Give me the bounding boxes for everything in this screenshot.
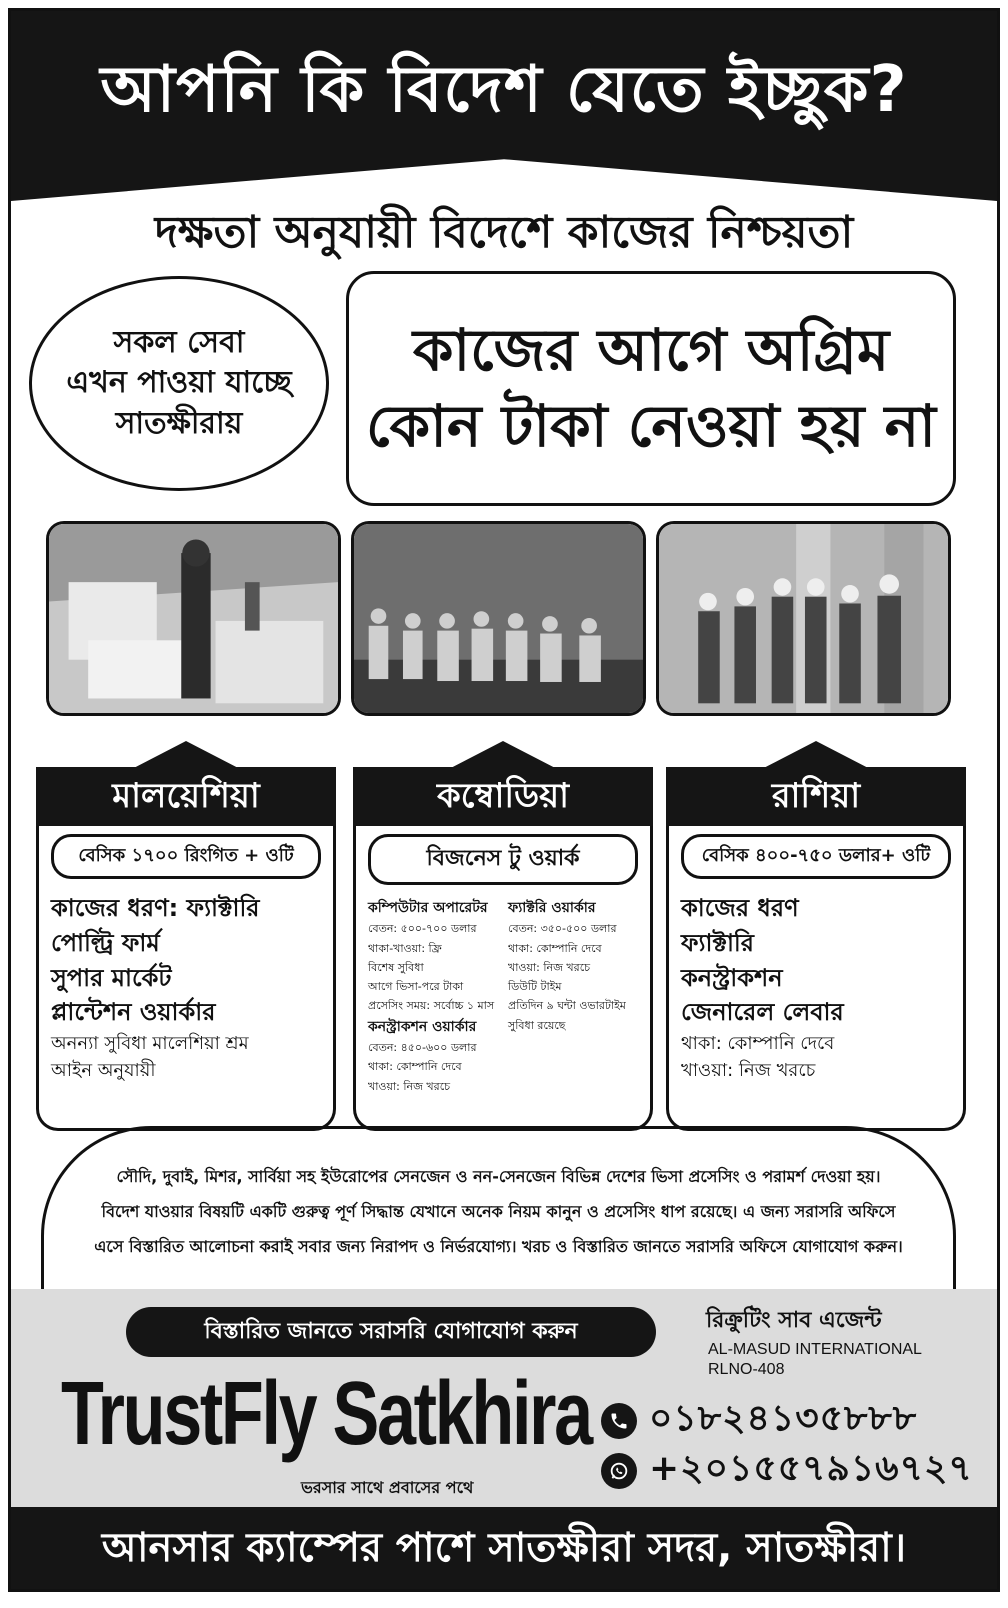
headline: আপনি কি বিদেশ যেতে ইচ্ছুক? <box>100 53 908 127</box>
site-team-photo <box>656 521 951 716</box>
no-advance-box <box>346 271 956 506</box>
detail-line: বেতন: ৫০০-৭০০ ডলার <box>368 922 477 936</box>
detail-line: সুবিধা রয়েছে <box>508 1018 566 1032</box>
job-line: ফ্যাক্টারি <box>681 928 754 957</box>
detail-line: আগে ভিসা-পরে টাকা <box>368 980 464 994</box>
note-line: আইন অনুযায়ী <box>51 1060 156 1082</box>
contact-section <box>11 1289 997 1507</box>
job-line: সুপার মার্কেট <box>51 963 172 992</box>
job-line: কাজের ধরণ <box>681 894 799 922</box>
office-address: আনসার ক্যাম্পের পাশে সাতক্ষীরা সদর, সাতক্ষীরা। <box>11 1507 997 1589</box>
salary-pill: বেসিক ১৭০০ রিংগিত + ওটি <box>51 834 321 879</box>
cambodia-card <box>353 741 653 1131</box>
agent-title: রিক্রুটিং সাব এজেন্ট <box>706 1308 882 1333</box>
note-line: খাওয়া: নিজ খরচে <box>681 1060 816 1082</box>
malaysia-card <box>36 741 336 1131</box>
job-line: পোল্ট্রি ফার্ম <box>51 928 160 957</box>
salary-pill: বেসিক ৪০০-৭৫০ ডলার+ ওটি <box>681 834 951 879</box>
detail-line: থাকা: কোম্পানি দেবে <box>508 941 602 955</box>
agent-name: AL-MASUD INTERNATIONAL <box>708 1341 922 1358</box>
promise-line: কোন টাকা নেওয়া হয় না <box>365 391 937 460</box>
left-column <box>368 897 498 1096</box>
card-header <box>353 741 653 826</box>
subheadline: দক্ষতা অনুযায়ী বিদেশে কাজের নিশ্চয়তা <box>154 207 854 258</box>
card-title: কম্বোডিয়া <box>353 767 653 826</box>
contact-cta: বিস্তারিত জানতে সরাসরি যোগাযোগ করুন <box>126 1307 656 1357</box>
info-line: এসে বিস্তারিত আলোচনা করাই সবার জন্য নিরাপদ ও নির্ভরযোগ্য। খরচ ও বিস্তারিত জানতে সরাসরি অফিসে যোগাযোগ করুন। <box>94 1237 903 1257</box>
detail-line: থাকা: কোম্পানি দেবে <box>368 1060 462 1074</box>
whatsapp-number: +২০১৫৫৭৯১৬৭২৭ <box>649 1448 973 1489</box>
right-column <box>508 897 638 1096</box>
card-header <box>36 741 336 826</box>
job-line: প্লান্টেশন ওয়ার্কার <box>51 998 216 1027</box>
phone-number: ০১৮২৪১৩৫৮৮৮ <box>649 1398 918 1439</box>
detail-line: বিশেষ সুবিধা <box>368 960 424 974</box>
russia-card <box>666 741 966 1131</box>
card-title: রাশিয়া <box>666 767 966 826</box>
info-line: বিদেশ যাওয়ার বিষয়টি একটি গুরুত্ব পূর্ণ সিদ্ধান্ত যেখানে অনেক নিয়ম কানুন ও প্রসেসিং ধাপ রয়েছে। এ জন্য সরাসরি অফিসে <box>101 1202 896 1222</box>
card-body <box>353 826 653 1131</box>
detail-line: বেতন: ৩৫০-৫০০ ডলার <box>508 922 617 936</box>
workers-photo <box>351 521 646 716</box>
card-body <box>666 826 966 1131</box>
detail-line: খাওয়া: নিজ খরচে <box>508 960 591 974</box>
whatsapp-contact[interactable] <box>601 1441 973 1501</box>
note-line: অনন্যা সুবিধা মালেশিয়া শ্রম <box>51 1033 249 1055</box>
job-heading: কনস্ট্রাকশন ওয়ার্কার <box>368 1018 477 1035</box>
detail-line: প্রতিদিন ৯ ঘন্টা ওভারটাইম <box>508 999 626 1013</box>
phone-icon <box>601 1403 637 1439</box>
info-line: সৌদি, দুবাই, মিশর, সার্বিয়া সহ ইউরোপের সেনজেন ও নন-সেনজেন বিভিন্ন দেশের ভিসা প্রসেসিং ও পরামর্শ দেওয়া হয়। <box>116 1167 881 1186</box>
visa-info-block <box>41 1126 956 1291</box>
card-header <box>666 741 966 826</box>
oval-line: সকল সেবা <box>113 324 245 360</box>
oval-line: সাতক্ষীরায় <box>115 405 243 441</box>
job-line: কনস্ট্রাকশন <box>681 963 783 992</box>
detail-line: ডিউটি টাইম <box>508 980 562 994</box>
promise-line: কাজের আগে অগ্রিম <box>412 316 890 385</box>
note-line: থাকা: কোম্পানি দেবে <box>681 1033 835 1055</box>
visa-pill: বিজনেস টু ওয়ার্ক <box>368 834 638 885</box>
agent-license: RLNO-408 <box>708 1361 785 1378</box>
job-line: জেনারেল লেবার <box>681 998 844 1027</box>
oval-line: এখন পাওয়া যাচ্ছে <box>66 365 292 401</box>
detail-line: প্রসেসিং সময়: সর্বোচ্চ ১ মাস <box>368 999 495 1013</box>
whatsapp-icon <box>601 1453 637 1489</box>
job-line: কাজের ধরণ: ফ্যাক্টারি <box>51 894 260 922</box>
brand-tagline: ভরসার সাথে প্রবাসের পথে <box>301 1478 474 1497</box>
job-heading: কম্পিউটার অপারেটর <box>368 900 488 916</box>
card-title: মালয়েশিয়া <box>36 767 336 826</box>
job-heading: ফ্যাক্টরি ওয়ার্কার <box>508 900 596 916</box>
card-body <box>36 826 336 1131</box>
detail-line: খাওয়া: নিজ খরচে <box>368 1079 451 1093</box>
detail-line: থাকা-খাওয়া: ফ্রি <box>368 941 442 955</box>
factory-photo <box>46 521 341 716</box>
service-oval <box>29 276 329 491</box>
brand-name: TrustFly Satkhira <box>61 1364 591 1464</box>
advertisement <box>8 8 1000 1592</box>
detail-line: বেতন: ৪৫০-৬০০ ডলার <box>368 1041 477 1055</box>
